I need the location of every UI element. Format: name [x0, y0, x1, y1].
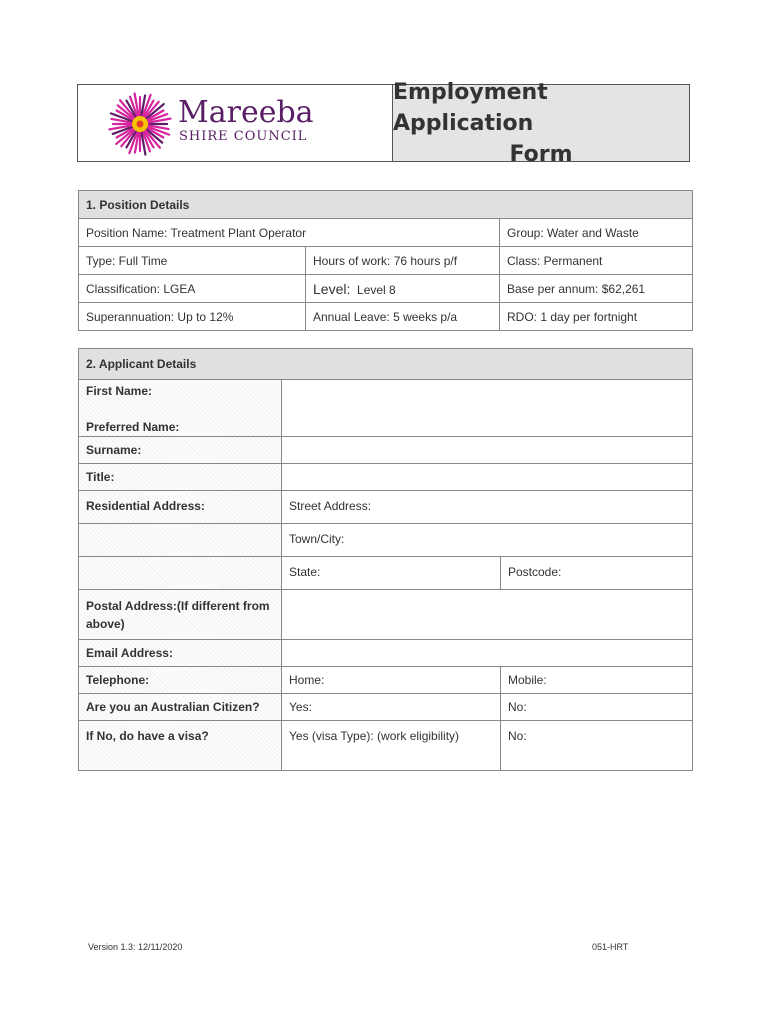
position-details-table: [78, 190, 693, 331]
rdo: RDO: 1 day per fortnight: [500, 303, 693, 331]
home-phone-field[interactable]: Home:: [282, 667, 501, 694]
citizen-no-field[interactable]: No:: [501, 694, 693, 721]
title-label: Title:: [79, 464, 282, 491]
level-cell: [306, 275, 500, 303]
email-field[interactable]: [282, 640, 693, 667]
first-preferred-name-field[interactable]: [282, 380, 693, 437]
position-details-heading: 1. Position Details: [79, 191, 693, 219]
first-name-label: First Name:: [86, 384, 153, 398]
postal-address-label: Postal Address:(If different from above): [79, 590, 282, 640]
visa-no-field[interactable]: No:: [501, 721, 693, 771]
type: Type: Full Time: [79, 247, 306, 275]
logo-cell: [78, 85, 393, 161]
mobile-phone-field[interactable]: Mobile:: [501, 667, 693, 694]
title-field[interactable]: [282, 464, 693, 491]
version-footer: Version 1.3: 12/11/2020: [88, 942, 183, 952]
street-address-field[interactable]: Street Address:: [282, 491, 693, 524]
form-header: [77, 79, 690, 167]
postal-address-field[interactable]: [282, 590, 693, 640]
form-title-line2: Form: [509, 141, 573, 167]
first-preferred-name-label-cell: [79, 380, 282, 437]
state-field[interactable]: State:: [282, 557, 501, 590]
superannuation: Superannuation: Up to 12%: [79, 303, 306, 331]
logo-subtitle: SHIRE COUNCIL: [179, 129, 308, 144]
surname-field[interactable]: [282, 437, 693, 464]
town-city-field[interactable]: Town/City:: [282, 524, 693, 557]
form-title-line1: Employment Application: [393, 79, 548, 136]
visa-label: If No, do have a visa?: [79, 721, 282, 771]
citizen-label: Are you an Australian Citizen?: [79, 694, 282, 721]
base-salary: Base per annum: $62,261: [500, 275, 693, 303]
classification: Classification: LGEA: [79, 275, 306, 303]
preferred-name-label: Preferred Name:: [86, 420, 180, 434]
annual-leave: Annual Leave: 5 weeks p/a: [306, 303, 500, 331]
logo-name: Mareeba: [178, 95, 314, 130]
title-cell: [393, 79, 689, 167]
hours: Hours of work: 76 hours p/f: [306, 247, 500, 275]
flower-logo-icon: [108, 92, 172, 156]
telephone-label: Telephone:: [79, 667, 282, 694]
level-label: Level:: [313, 280, 351, 297]
postcode-field[interactable]: Postcode:: [501, 557, 693, 590]
group: Group: Water and Waste: [500, 219, 693, 247]
applicant-details-table: [78, 348, 693, 771]
level-value: Level 8: [357, 282, 396, 297]
residential-address-label: Residential Address:: [79, 491, 282, 524]
residential-spacer-1: [79, 524, 282, 557]
position-name: Position Name: Treatment Plant Operator: [79, 219, 500, 247]
form-code-footer: 051-HRT: [592, 942, 629, 952]
surname-label: Surname:: [79, 437, 282, 464]
citizen-yes-field[interactable]: Yes:: [282, 694, 501, 721]
applicant-details-heading: 2. Applicant Details: [79, 349, 693, 380]
class: Class: Permanent: [500, 247, 693, 275]
email-label: Email Address:: [79, 640, 282, 667]
visa-type-field[interactable]: Yes (visa Type): (work eligibility): [282, 721, 501, 771]
residential-spacer-2: [79, 557, 282, 590]
